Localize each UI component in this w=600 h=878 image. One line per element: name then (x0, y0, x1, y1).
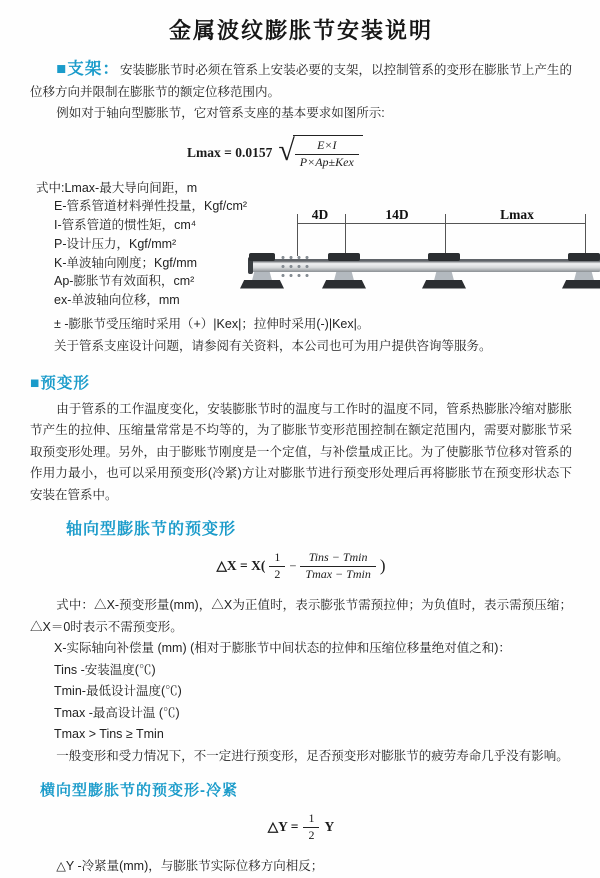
lmax-fraction-denominator: P×Ap±Kex (299, 155, 354, 169)
support-base (322, 280, 366, 289)
lmax-formula-lhs: Lmax = 0.0157 (187, 144, 273, 160)
dim-label-4d: 4D (311, 206, 329, 222)
axial-formula-explain: 式中：△X-预变形量(mm)，△X为正值时，表示膨张节需预拉伸；为负值时，表示需预压缩；△X＝0时表示不需预变形。 (30, 598, 572, 634)
sqrt-content (293, 135, 363, 170)
support-pedestal (334, 272, 354, 281)
support-intro-text: 安装膨胀节时必须在管系上安装必要的支架，以控制管系的变形在膨胀节上产生的位移方向并限制在膨胀节的额定位移范围内。 (30, 63, 572, 99)
lateral-formula-rhs: Y (324, 819, 335, 834)
lateral-note-text: △Y -冷紧量(mm)，与膨胀节实际位移方向相反； (56, 859, 324, 873)
minus-sign: − (289, 558, 297, 573)
dim-label-lmax: Lmax (500, 206, 534, 222)
fraction-denominator: Tmax − Tmin (305, 566, 371, 581)
service-note: 关于管系支座设计问题，请参阅有关资料，本公司也可为用户提供咨询等服务。 (54, 338, 492, 353)
definition-line: E-管系管道材料弹性投量，Kgf/cm² (54, 199, 248, 214)
support-section-heading: ■支架： (56, 60, 120, 78)
lmax-formula (187, 133, 572, 173)
definition-line: P-设计压力，Kgf/mm² (54, 236, 177, 251)
dim-label-14d: 14D (385, 206, 409, 222)
definition-line: K-单波轴向刚度；Kgf/mm (54, 255, 198, 270)
definition-line: Ap-膨胀节有效面积，cm² (54, 274, 195, 289)
pipe-support-graphic (420, 253, 468, 301)
axial-definition-line: Tins -安装温度(℃) (54, 662, 156, 677)
support-pedestal (434, 272, 454, 281)
axial-predeform-heading: 轴向型膨胀节的预变形 (66, 521, 237, 538)
definition-line: ex-单波轴向位移，mm (54, 293, 180, 308)
support-example-text: 例如对于轴向型膨胀节，它对管系支座的基本要求如图所示: (56, 106, 385, 120)
support-pedestal (252, 272, 272, 281)
one-half-fraction (269, 551, 285, 582)
lateral-formula-lhs: △Y = (267, 819, 299, 834)
support-base (562, 280, 600, 289)
right-paren: ) (379, 556, 386, 575)
plus-minus-note: ± -膨胀节受压缩时采用（+）|Kex|；拉伸时采用(-)|Kex|。 (54, 316, 370, 331)
fraction-numerator: 1 (269, 551, 285, 567)
axial-definition-list (54, 638, 572, 746)
lateral-predeform-formula (30, 810, 572, 844)
dimension-tick (297, 214, 298, 256)
one-half-fraction (303, 812, 319, 843)
dimension-line (297, 223, 585, 224)
axial-definition-line: X-实际轴向补偿量 (mm) (相对于膨胀节中间状态的拉伸和压缩位移量绝对值之和)： (54, 641, 511, 655)
support-base (240, 280, 284, 289)
pipe-support-graphic (320, 253, 368, 301)
support-clamp (328, 253, 360, 261)
fraction-numerator: 1 (303, 812, 319, 828)
axial-predeform-formula (30, 547, 572, 585)
support-base (422, 280, 466, 289)
pipe-support-graphic (238, 253, 286, 301)
predeform-body-text: 由于管系的工作温度变化，安装膨胀节时的温度与工作时的温度不同，管系热膨胀冷缩对膨胀节产生的拉伸、压缩量常常是不均等的，为了膨胀节变形范围控制在额定范围内，需要对膨胀节采取预变形处理。另外，由于膨账节刚度是一个定值，与补偿量成正比。为了使膨胀节位移对管系的作用力最小，也可以采用预变形(冷紧)方让对膨胀节进行预变形处理后再将膨胀节在预变形状态下安装在管系中。 (30, 401, 572, 502)
predeform-section-heading: ■预变形 (30, 374, 90, 392)
lmax-fraction (295, 139, 359, 170)
support-requirement-diagram (248, 206, 600, 301)
lmax-fraction-numerator: E×I (295, 139, 359, 155)
axial-definition-line: Tmax > Tins ≥ Tmin (54, 727, 164, 741)
axial-formula-lhs: △X = X( (216, 558, 266, 573)
sqrt-radical (278, 135, 362, 170)
fraction-numerator: Tins − Tmin (300, 551, 375, 567)
definition-line: 式中:Lmax-最大导向间距，m (36, 180, 198, 195)
axial-definition-line: Tmin-最低设计温度(℃) (54, 684, 182, 698)
page-title: 金属波纹膨胀节安装说明 (168, 18, 433, 43)
definition-line: I-管系管道的惯性矩，cm⁴ (54, 218, 197, 233)
fraction-denominator: 2 (308, 827, 315, 842)
support-intro-paragraph (30, 59, 572, 103)
lateral-predeform-heading: 横向型膨胀节的预变形-冷紧 (40, 782, 238, 799)
fraction-denominator: 2 (274, 566, 281, 581)
pipe-support-graphic (560, 253, 600, 301)
axial-note-text: 一般变形和受力情况下，不一定进行预变形，足否预变形对膨胀节的疲劳寿命几乎没有影响。 (56, 748, 569, 763)
definitions-and-diagram (30, 179, 572, 314)
support-pedestal (574, 272, 594, 281)
support-clamp (249, 253, 275, 261)
temperature-fraction (300, 551, 375, 582)
support-clamp (568, 253, 600, 261)
support-clamp (428, 253, 460, 261)
axial-definition-line: Tmax -最高设计温 (℃) (54, 705, 180, 720)
sqrt-symbol: √ (278, 134, 295, 168)
